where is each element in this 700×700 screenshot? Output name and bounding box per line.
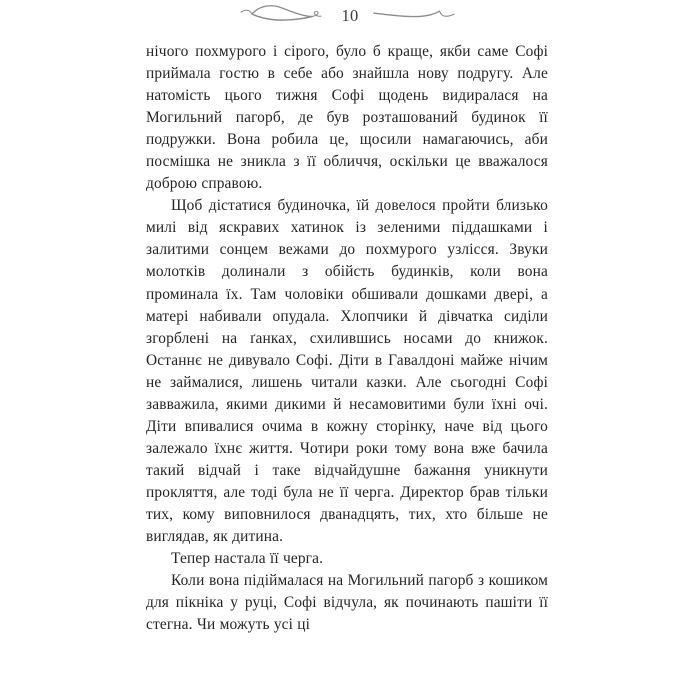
running-head [0,0,700,34]
paragraph: нічого похмурого і сірого, було б краще, якби саме Софі приймала гостю в себе або знайшла нову подругу. Але натомість цього тижня Софі щодень видиралася на Могильний пагорб, де був розташований будинок її подружки. Вона робила це, щосили намагаючись, аби посмішка не зникла з її обличчя, оскільки це вважалося доброю справою. [146,43,548,193]
page-number: 10 [341,5,359,25]
page-bottom-edge [0,694,700,700]
paragraph: Коли вона підіймалася на Могильний пагорб з кошиком для пікніка у руці, Софі відчула, як починають пашіти її стегна. Чи можуть усі ці [146,572,548,634]
paragraph: Щоб дістатися будиночка, їй довелося пройти близько милі від яскравих хатинок із зеленими піддашками і залитими сонцем вежами до похмурого узлісся. Звуки молотків долинали з обійсть будинків, коли вона проминала їх. Там чоловіки обшивали дошками двері, а матері набивали опудала. Хлопчики й дівчатка сиділи згорблені на ґанках, схилившись носами до книжок. Останнє не дивувало Софі. Діти в Гавалдоні майже нічим не займалися, лишень читали казки. Але сьогодні Софі завважила, якими дикими й несамовитими були їхні очі. Діти впивалися очима в кожну сторінку, наче від цього залежало їхнє життя. Чотири роки тому вона вже бачила такий відчай і таке відчайдушне бажання уникнути прокляття, але тоді була не її черга. Директор брав тільки тих, кому виповнилося дванадцять, тих, хто більше не виглядав, як дитина. [146,197,548,546]
calligraphic-swash-flourish-right-icon [372,0,462,35]
body-text [146,41,548,636]
paragraph: Тепер настала її черга. [171,550,324,568]
calligraphic-swash-flourish-left-icon [238,0,328,35]
